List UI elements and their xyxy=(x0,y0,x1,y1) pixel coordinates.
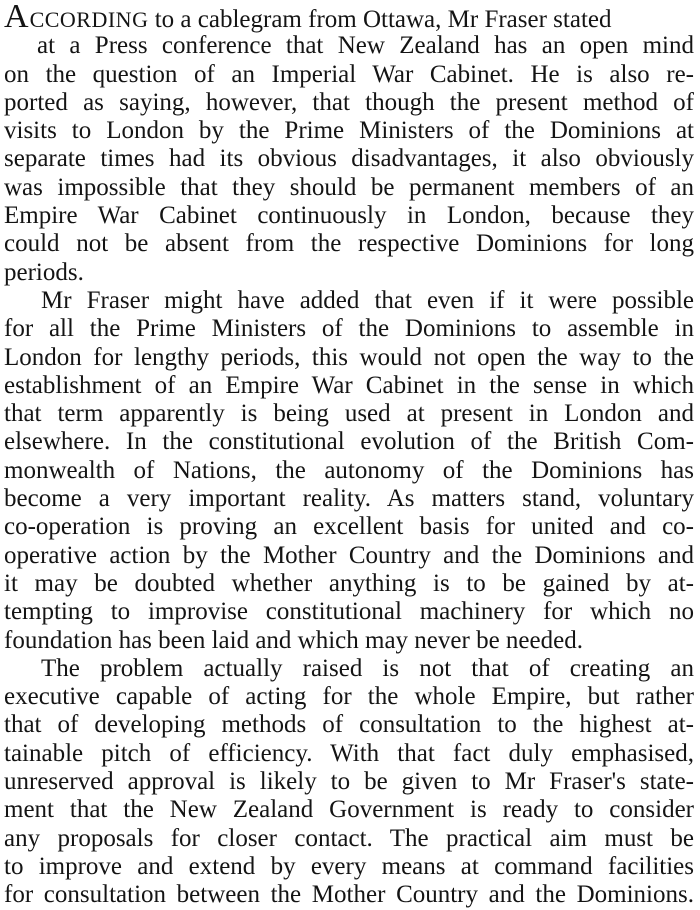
paragraph-2-line-13: foundation has been laid and which may never be needed. xyxy=(4,626,583,654)
paragraph-2-line-10: operative action by the Mother Country and the Dominions and xyxy=(4,541,694,569)
paragraph-2-line-3: London for lengthy periods, this would not open the way to the xyxy=(4,343,694,371)
paragraph-1-line-7: was impossible that they should be permanent members of an xyxy=(4,173,694,201)
paragraph-2-line-5: that term apparently is being used at present in London and xyxy=(4,400,694,428)
paragraph-3-line-2: executive capable of acting for the whole Empire, but rather xyxy=(4,683,694,711)
paragraph-3-line-6: ment that the New Zealand Government is ready to consider xyxy=(4,796,694,824)
paragraph-2-line-4: establishment of an Empire War Cabinet in the sense in which xyxy=(4,371,694,399)
paragraph-2-line-6: elsewhere. In the constitutional evolution of the British Com- xyxy=(4,428,694,456)
paragraph-3-line-4: tainable pitch of efficiency. With that fact duly emphasised, xyxy=(4,739,694,767)
paragraph-2 xyxy=(4,287,694,655)
paragraph-1-line-1 xyxy=(4,0,694,35)
paragraph-1-line-4: ported as saying, however, that though the present method of xyxy=(4,88,694,116)
paragraph-3-line-7: any proposals for closer contact. The practical aim must be xyxy=(4,824,694,852)
paragraph-3-line-1: The problem actually raised is not that of creating an xyxy=(41,654,694,682)
lead-word: CCORDING xyxy=(29,7,149,32)
paragraph-3-line-9: for consultation between the Mother Country and the Dominions. xyxy=(4,881,694,909)
paragraph-3 xyxy=(4,655,694,910)
paragraph-1-line-5: visits to London by the Prime Ministers of the Dominions at xyxy=(4,117,694,145)
paragraph-1-line-1-text: to a cablegram from Ottawa, Mr Fraser stated xyxy=(148,6,612,33)
paragraph-2-line-7: monwealth of Nations, the autonomy of the Dominions has xyxy=(4,456,694,484)
paragraph-1-line-9: could not be absent from the respective Dominions for long xyxy=(4,230,694,258)
paragraph-2-line-11: it may be doubted whether anything is to be gained by at- xyxy=(4,569,694,597)
paragraph-1-line-10: periods. xyxy=(4,258,84,286)
paragraph-3-line-5: unreserved approval is likely to be given to Mr Fraser's state- xyxy=(4,768,694,796)
paragraph-1-line-3: on the question of an Imperial War Cabinet. He is also re- xyxy=(4,60,694,88)
paragraph-3-line-8: to improve and extend by every means at command facilities xyxy=(4,852,694,880)
paragraph-3-line-3: that of developing methods of consultation to the highest at- xyxy=(4,711,694,739)
paragraph-2-line-2: for all the Prime Ministers of the Dominions to assemble in xyxy=(4,315,694,343)
drop-cap: A xyxy=(4,0,30,35)
paragraph-1 xyxy=(4,0,694,287)
paragraph-2-line-12: tempting to improvise constitutional machinery for which no xyxy=(4,598,694,626)
paragraph-2-line-9: co-operation is proving an excellent basis for united and co- xyxy=(4,513,694,541)
paragraph-1-line-8: Empire War Cabinet continuously in London, because they xyxy=(4,202,694,230)
paragraph-2-line-1: Mr Fraser might have added that even if it were possible xyxy=(41,286,694,314)
paragraph-1-line-6: separate times had its obvious disadvantages, it also obviously xyxy=(4,145,694,173)
paragraph-2-line-8: become a very important reality. As matters stand, voluntary xyxy=(4,485,694,513)
paragraph-1-line-2: at a Press conference that New Zealand has an open mind xyxy=(37,32,694,60)
